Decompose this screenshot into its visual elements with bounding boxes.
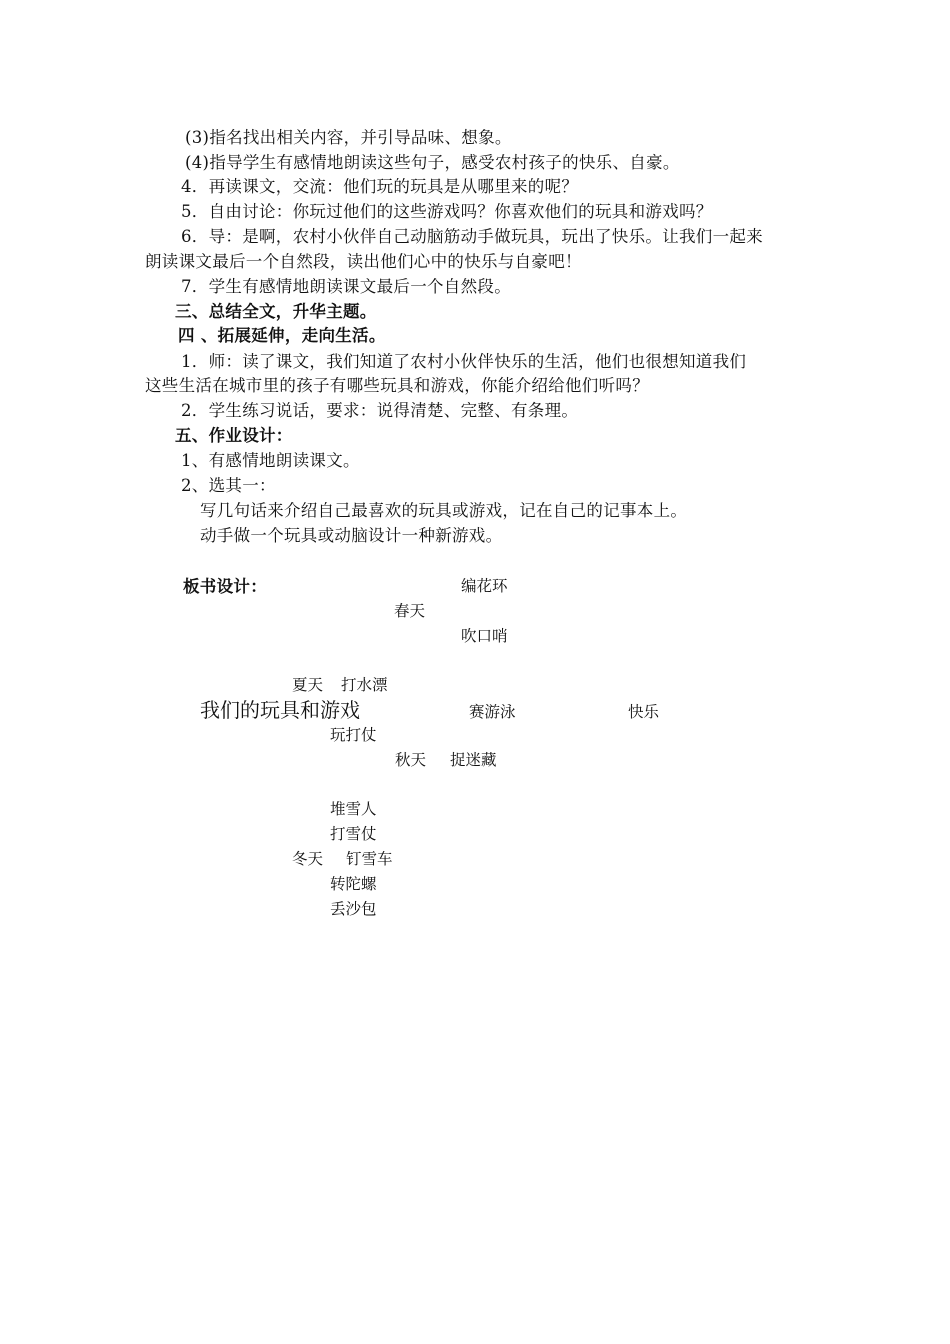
body-line-10: 1．师：读了课文，我们知道了农村小伙伴快乐的生活，他们也很想知道我们 xyxy=(181,352,747,371)
body-line-2: (4)指导学生有感情地朗读这些句子，感受农村孩子的快乐、自豪。 xyxy=(185,153,680,172)
body-line-5: 6．导：是啊，农村小伙伴自己动脑筋动手做玩具，玩出了快乐。让我们一起来 xyxy=(181,227,763,246)
section-heading-5: 五、作业设计： xyxy=(175,426,293,445)
body-line-17: 动手做一个玩具或动脑设计一种新游戏。 xyxy=(200,526,503,545)
section-heading-3: 三、总结全文，升华主题。 xyxy=(175,302,377,321)
section-heading-4: 四 、拓展延伸，走向生活。 xyxy=(178,326,386,345)
board-spring-item-1: 编花环 xyxy=(461,577,508,595)
body-line-1: (3)指名找出相关内容，并引导品味、想象。 xyxy=(185,128,512,147)
board-winter-item-2: 打雪仗 xyxy=(330,825,377,843)
board-summer-item-1: 打水漂 xyxy=(341,676,388,694)
board-winter-season: 冬天 xyxy=(292,850,324,868)
body-line-7: 7．学生有感情地朗读课文最后一个自然段。 xyxy=(181,277,511,296)
body-line-16: 写几句话来介绍自己最喜欢的玩具或游戏，记在自己的记事本上。 xyxy=(200,501,688,520)
body-line-4: 5．自由讨论：你玩过他们的这些游戏吗？你喜欢他们的玩具和游戏吗？ xyxy=(181,202,713,221)
body-line-14: 1、有感情地朗读课文。 xyxy=(181,451,360,470)
body-line-15: 2、选其一： xyxy=(181,476,276,495)
board-winter-item-4: 转陀螺 xyxy=(330,875,377,893)
board-winter-item-5: 丢沙包 xyxy=(330,900,377,918)
board-spring-item-2: 吹口哨 xyxy=(461,627,508,645)
body-line-11: 这些生活在城市里的孩子有哪些玩具和游戏，你能介绍给他们听吗？ xyxy=(145,376,649,395)
board-spring-season: 春天 xyxy=(394,602,426,620)
board-summer-season: 夏天 xyxy=(292,676,324,694)
board-title: 我们的玩具和游戏 xyxy=(200,698,360,722)
board-winter-item-1: 堆雪人 xyxy=(330,800,377,818)
board-autumn-season: 秋天 xyxy=(395,751,427,769)
board-winter-item-3: 钉雪车 xyxy=(346,850,393,868)
board-autumn-item-1: 捉迷藏 xyxy=(450,751,497,769)
board-summer-item-3: 玩打仗 xyxy=(330,726,377,744)
body-line-6: 朗读课文最后一个自然段，读出他们心中的快乐与自豪吧！ xyxy=(145,252,582,271)
body-line-3: 4．再读课文，交流：他们玩的玩具是从哪里来的呢？ xyxy=(181,177,579,196)
board-summer-item-2: 赛游泳 xyxy=(469,703,516,721)
board-happy: 快乐 xyxy=(628,703,660,721)
body-line-12: 2．学生练习说话，要求：说得清楚、完整、有条理。 xyxy=(181,401,579,420)
board-label: 板书设计： xyxy=(183,577,267,596)
